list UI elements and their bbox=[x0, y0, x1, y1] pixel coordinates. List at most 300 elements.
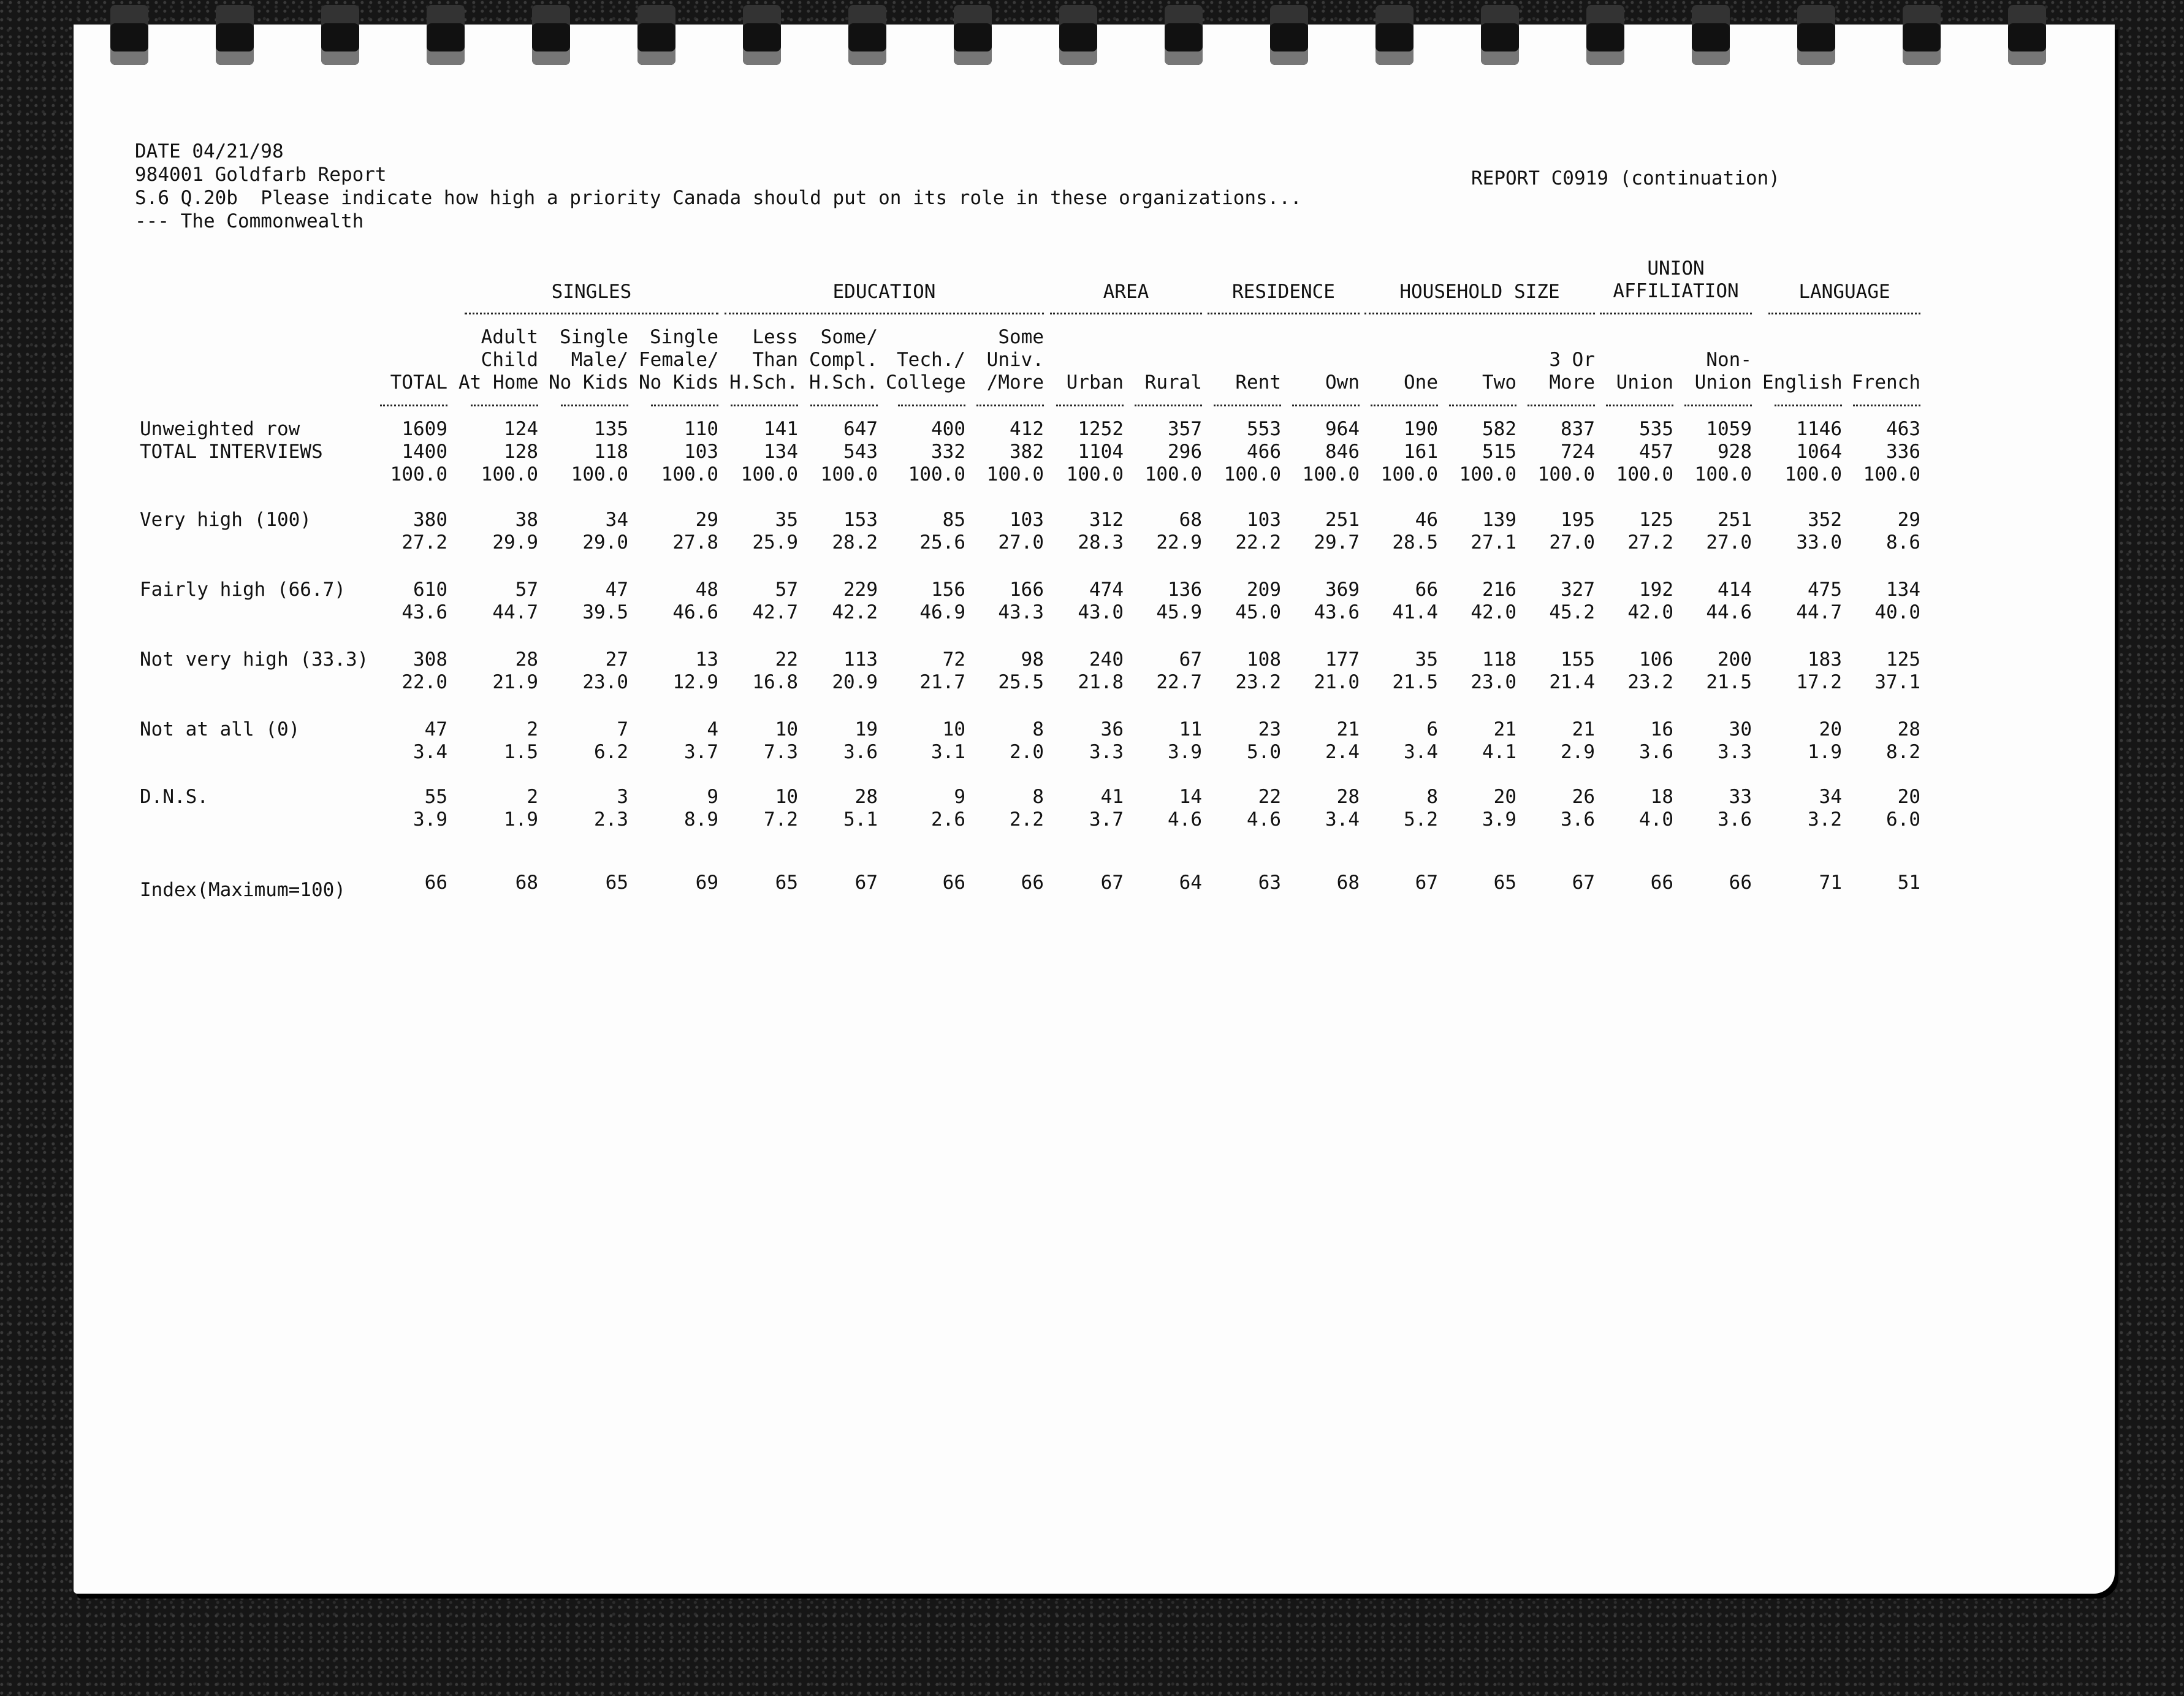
table-cell: 3.6 bbox=[843, 741, 878, 763]
table-cell: 68 bbox=[1336, 872, 1360, 894]
table-cell: 1609 bbox=[401, 418, 447, 440]
table-cell: 9 bbox=[954, 786, 965, 808]
table-cell: 29.0 bbox=[582, 531, 628, 553]
table-cell: 8.9 bbox=[684, 808, 718, 831]
row-label: Not very high (33.3) bbox=[140, 648, 369, 671]
table-cell: 5.0 bbox=[1247, 741, 1281, 763]
binder-ring bbox=[110, 5, 148, 65]
table-cell: 1.5 bbox=[504, 741, 538, 763]
table-cell: 55 bbox=[424, 786, 447, 808]
table-cell: 26 bbox=[1572, 786, 1595, 808]
table-cell: 51 bbox=[1897, 872, 1920, 894]
table-cell: 28 bbox=[1897, 718, 1920, 740]
table-cell: 2 bbox=[527, 786, 538, 808]
table-cell: 3.4 bbox=[1404, 741, 1438, 763]
column-header: Less bbox=[752, 326, 798, 348]
table-cell: 21 bbox=[1572, 718, 1595, 740]
table-cell: 21.8 bbox=[1078, 671, 1124, 693]
table-cell: 103 bbox=[684, 441, 718, 463]
table-cell: 6.2 bbox=[594, 741, 628, 763]
table-cell: 22.0 bbox=[401, 671, 447, 693]
table-cell: 380 bbox=[413, 509, 447, 531]
group-header-line: AFFILIATION bbox=[1613, 280, 1739, 302]
table-cell: 156 bbox=[931, 579, 965, 601]
spiral-binding bbox=[110, 0, 2084, 74]
column-header: Univ. bbox=[986, 349, 1044, 371]
table-cell: 1104 bbox=[1078, 441, 1124, 463]
table-cell: 110 bbox=[684, 418, 718, 440]
table-cell: 43.3 bbox=[998, 601, 1044, 623]
table-cell: 45.9 bbox=[1156, 601, 1202, 623]
table-cell: 308 bbox=[413, 648, 447, 671]
table-cell: 69 bbox=[695, 872, 718, 894]
column-header: Two bbox=[1482, 371, 1516, 394]
table-cell: 118 bbox=[594, 441, 628, 463]
table-cell: 43.6 bbox=[401, 601, 447, 623]
table-cell: 65 bbox=[605, 872, 628, 894]
table-cell: 33 bbox=[1729, 786, 1752, 808]
group-separator bbox=[1208, 313, 1360, 314]
column-header: 3 Or bbox=[1549, 349, 1595, 371]
row-label: D.N.S. bbox=[140, 786, 208, 808]
group-header: EDUCATION bbox=[832, 281, 936, 303]
table-cell: 4 bbox=[707, 718, 718, 740]
table-cell: 28.5 bbox=[1392, 531, 1438, 553]
table-cell: 29.7 bbox=[1314, 531, 1360, 553]
table-cell: 457 bbox=[1639, 441, 1673, 463]
table-cell: 27.0 bbox=[1706, 531, 1752, 553]
table-cell: 57 bbox=[775, 579, 798, 601]
table-cell: 27.8 bbox=[672, 531, 718, 553]
table-cell: 229 bbox=[843, 579, 878, 601]
group-separator bbox=[1768, 313, 1920, 314]
table-cell: 67 bbox=[1572, 872, 1595, 894]
column-separator bbox=[1449, 405, 1516, 406]
column-separator bbox=[1853, 405, 1920, 406]
table-cell: 25.5 bbox=[998, 671, 1044, 693]
table-cell: 12.9 bbox=[672, 671, 718, 693]
table-cell: 44.6 bbox=[1706, 601, 1752, 623]
table-cell: 336 bbox=[1886, 441, 1920, 463]
column-header: No Kids bbox=[549, 371, 629, 394]
table-cell: 647 bbox=[843, 418, 878, 440]
table-cell: 382 bbox=[1010, 441, 1044, 463]
table-cell: 22.7 bbox=[1156, 671, 1202, 693]
column-header: Single bbox=[560, 326, 628, 348]
table-cell: 3.3 bbox=[1718, 741, 1752, 763]
table-cell: 20 bbox=[1819, 718, 1842, 740]
column-separator bbox=[1371, 405, 1438, 406]
table-cell: 134 bbox=[1886, 579, 1920, 601]
table-cell: 312 bbox=[1089, 509, 1124, 531]
report-title: 984001 Goldfarb Report bbox=[135, 164, 387, 186]
table-cell: 100.0 bbox=[1223, 463, 1281, 485]
table-cell: 68 bbox=[515, 872, 538, 894]
table-cell: 46 bbox=[1415, 509, 1438, 531]
column-header: Male/ bbox=[571, 349, 628, 371]
table-cell: 67 bbox=[1100, 872, 1124, 894]
table-cell: 67 bbox=[1179, 648, 1202, 671]
table-cell: 100.0 bbox=[481, 463, 538, 485]
table-cell: 136 bbox=[1168, 579, 1202, 601]
table-cell: 7.2 bbox=[764, 808, 798, 831]
table-cell: 42.2 bbox=[832, 601, 878, 623]
table-cell: 41 bbox=[1100, 786, 1124, 808]
table-cell: 113 bbox=[843, 648, 878, 671]
binder-ring bbox=[1481, 5, 1519, 65]
table-cell: 5.1 bbox=[843, 808, 878, 831]
row-label: Index(Maximum=100) bbox=[140, 879, 346, 901]
table-cell: 2.9 bbox=[1561, 741, 1595, 763]
table-cell: 37.1 bbox=[1874, 671, 1920, 693]
table-cell: 106 bbox=[1639, 648, 1673, 671]
table-cell: 2 bbox=[527, 718, 538, 740]
table-cell: 57 bbox=[515, 579, 538, 601]
table-cell: 22.9 bbox=[1156, 531, 1202, 553]
column-header: Some bbox=[998, 326, 1044, 348]
table-cell: 8 bbox=[1032, 718, 1044, 740]
table-cell: 161 bbox=[1404, 441, 1438, 463]
table-cell: 66 bbox=[1415, 579, 1438, 601]
table-cell: 166 bbox=[1010, 579, 1044, 601]
column-header: One bbox=[1404, 371, 1438, 394]
table-cell: 100.0 bbox=[1863, 463, 1920, 485]
column-separator bbox=[810, 405, 878, 406]
column-header: Adult bbox=[481, 326, 538, 348]
table-cell: 553 bbox=[1247, 418, 1281, 440]
column-separator bbox=[731, 405, 798, 406]
table-cell: 64 bbox=[1179, 872, 1202, 894]
group-separator bbox=[1364, 313, 1595, 314]
column-separator bbox=[380, 405, 447, 406]
table-cell: 34 bbox=[605, 509, 628, 531]
table-cell: 2.4 bbox=[1325, 741, 1360, 763]
table-cell: 47 bbox=[605, 579, 628, 601]
binder-ring bbox=[1586, 5, 1624, 65]
table-cell: 46.6 bbox=[672, 601, 718, 623]
table-cell: 28 bbox=[515, 648, 538, 671]
table-cell: 3.1 bbox=[931, 741, 965, 763]
binder-ring bbox=[848, 5, 886, 65]
column-header: More bbox=[1549, 371, 1595, 394]
table-cell: 100.0 bbox=[820, 463, 878, 485]
table-cell: 35 bbox=[1415, 648, 1438, 671]
table-cell: 216 bbox=[1482, 579, 1516, 601]
table-cell: 21 bbox=[1336, 718, 1360, 740]
table-cell: 9 bbox=[707, 786, 718, 808]
table-cell: 66 bbox=[1650, 872, 1673, 894]
column-separator bbox=[1214, 405, 1281, 406]
table-cell: 27.2 bbox=[401, 531, 447, 553]
column-header: Single bbox=[650, 326, 718, 348]
table-cell: 190 bbox=[1404, 418, 1438, 440]
column-header: College bbox=[886, 371, 966, 394]
question-text: S.6 Q.20b Please indicate how high a priority Canada should put on its role in these organizations... bbox=[135, 187, 1302, 209]
table-cell: 13 bbox=[695, 648, 718, 671]
column-header: French bbox=[1852, 371, 1920, 394]
table-cell: 155 bbox=[1561, 648, 1595, 671]
table-cell: 100.0 bbox=[1459, 463, 1516, 485]
table-cell: 1059 bbox=[1706, 418, 1752, 440]
column-separator bbox=[1135, 405, 1202, 406]
binder-ring bbox=[743, 5, 781, 65]
table-cell: 103 bbox=[1010, 509, 1044, 531]
column-separator bbox=[1775, 405, 1842, 406]
table-cell: 4.0 bbox=[1639, 808, 1673, 831]
table-cell: 1252 bbox=[1078, 418, 1124, 440]
table-cell: 1064 bbox=[1796, 441, 1842, 463]
column-header: H.Sch. bbox=[729, 371, 798, 394]
column-header: Tech./ bbox=[897, 349, 965, 371]
row-label: Not at all (0) bbox=[140, 718, 300, 740]
table-cell: 19 bbox=[854, 718, 878, 740]
table-cell: 100.0 bbox=[1380, 463, 1438, 485]
table-cell: 582 bbox=[1482, 418, 1516, 440]
table-cell: 47 bbox=[424, 718, 447, 740]
table-cell: 10 bbox=[942, 718, 965, 740]
table-cell: 29 bbox=[695, 509, 718, 531]
table-cell: 100.0 bbox=[571, 463, 628, 485]
binder-ring bbox=[637, 5, 675, 65]
column-header: Non- bbox=[1706, 349, 1752, 371]
table-cell: 45.0 bbox=[1235, 601, 1281, 623]
table-cell: 192 bbox=[1639, 579, 1673, 601]
table-cell: 400 bbox=[931, 418, 965, 440]
table-cell: 41.4 bbox=[1392, 601, 1438, 623]
table-cell: 66 bbox=[1021, 872, 1044, 894]
group-header: HOUSEHOLD SIZE bbox=[1399, 281, 1560, 303]
table-cell: 6.0 bbox=[1886, 808, 1920, 831]
table-cell: 66 bbox=[942, 872, 965, 894]
binder-ring bbox=[1165, 5, 1203, 65]
table-cell: 16 bbox=[1650, 718, 1673, 740]
column-separator bbox=[1606, 405, 1673, 406]
column-separator bbox=[898, 405, 965, 406]
table-cell: 4.6 bbox=[1247, 808, 1281, 831]
table-cell: 332 bbox=[931, 441, 965, 463]
binder-ring bbox=[216, 5, 254, 65]
group-header: LANGUAGE bbox=[1798, 281, 1890, 303]
table-cell: 100.0 bbox=[908, 463, 965, 485]
table-cell: 251 bbox=[1325, 509, 1360, 531]
table-cell: 29.9 bbox=[492, 531, 538, 553]
table-cell: 4.1 bbox=[1482, 741, 1516, 763]
column-separator bbox=[976, 405, 1044, 406]
table-cell: 153 bbox=[843, 509, 878, 531]
table-cell: 28 bbox=[1336, 786, 1360, 808]
table-cell: 63 bbox=[1258, 872, 1281, 894]
table-cell: 195 bbox=[1561, 509, 1595, 531]
column-header: Union bbox=[1694, 371, 1752, 394]
table-cell: 21.0 bbox=[1314, 671, 1360, 693]
table-cell: 72 bbox=[942, 648, 965, 671]
table-cell: 29 bbox=[1897, 509, 1920, 531]
group-separator bbox=[1050, 313, 1202, 314]
binder-ring bbox=[1797, 5, 1835, 65]
table-cell: 23.0 bbox=[1471, 671, 1516, 693]
table-cell: 414 bbox=[1718, 579, 1752, 601]
table-cell: 3 bbox=[617, 786, 628, 808]
column-header: Union bbox=[1616, 371, 1673, 394]
table-cell: 65 bbox=[1493, 872, 1516, 894]
table-cell: 125 bbox=[1886, 648, 1920, 671]
table-cell: 475 bbox=[1808, 579, 1842, 601]
table-cell: 100.0 bbox=[661, 463, 718, 485]
table-cell: 474 bbox=[1089, 579, 1124, 601]
table-cell: 100.0 bbox=[1784, 463, 1842, 485]
column-header: No Kids bbox=[639, 371, 719, 394]
table-cell: 27.2 bbox=[1627, 531, 1673, 553]
group-separator bbox=[725, 313, 1044, 314]
table-cell: 40.0 bbox=[1874, 601, 1920, 623]
table-cell: 66 bbox=[1729, 872, 1752, 894]
table-cell: 108 bbox=[1247, 648, 1281, 671]
table-cell: 23 bbox=[1258, 718, 1281, 740]
table-cell: 535 bbox=[1639, 418, 1673, 440]
column-header: Rural bbox=[1144, 371, 1202, 394]
table-cell: 3.6 bbox=[1639, 741, 1673, 763]
table-cell: 183 bbox=[1808, 648, 1842, 671]
table-cell: 10 bbox=[775, 718, 798, 740]
table-cell: 22.2 bbox=[1235, 531, 1281, 553]
table-cell: 42.0 bbox=[1627, 601, 1673, 623]
column-separator bbox=[471, 405, 538, 406]
table-cell: 8 bbox=[1032, 786, 1044, 808]
table-cell: 6 bbox=[1426, 718, 1438, 740]
table-cell: 3.7 bbox=[1089, 808, 1124, 831]
group-separator bbox=[465, 313, 718, 314]
table-cell: 21.5 bbox=[1392, 671, 1438, 693]
table-cell: 98 bbox=[1021, 648, 1044, 671]
table-cell: 66 bbox=[424, 872, 447, 894]
row-label: TOTAL INTERVIEWS bbox=[140, 441, 323, 463]
table-cell: 135 bbox=[594, 418, 628, 440]
table-cell: 35 bbox=[775, 509, 798, 531]
table-cell: 2.0 bbox=[1010, 741, 1044, 763]
table-cell: 610 bbox=[413, 579, 447, 601]
table-cell: 3.6 bbox=[1718, 808, 1752, 831]
table-cell: 28.2 bbox=[832, 531, 878, 553]
table-cell: 46.9 bbox=[919, 601, 965, 623]
table-cell: 22 bbox=[1258, 786, 1281, 808]
table-cell: 412 bbox=[1010, 418, 1044, 440]
table-cell: 3.9 bbox=[1482, 808, 1516, 831]
binder-ring bbox=[1059, 5, 1097, 65]
table-cell: 118 bbox=[1482, 648, 1516, 671]
binder-ring bbox=[321, 5, 359, 65]
table-cell: 240 bbox=[1089, 648, 1124, 671]
table-cell: 2.6 bbox=[931, 808, 965, 831]
table-cell: 3.4 bbox=[413, 741, 447, 763]
table-cell: 296 bbox=[1168, 441, 1202, 463]
table-cell: 39.5 bbox=[582, 601, 628, 623]
column-separator bbox=[1528, 405, 1595, 406]
row-label: Very high (100) bbox=[140, 509, 311, 531]
table-cell: 7.3 bbox=[764, 741, 798, 763]
column-separator bbox=[651, 405, 718, 406]
table-cell: 30 bbox=[1729, 718, 1752, 740]
row-label: Unweighted row bbox=[140, 418, 300, 440]
table-cell: 45.2 bbox=[1549, 601, 1595, 623]
table-cell: 7 bbox=[617, 718, 628, 740]
table-cell: 543 bbox=[843, 441, 878, 463]
table-cell: 27.0 bbox=[998, 531, 1044, 553]
table-cell: 33.0 bbox=[1796, 531, 1842, 553]
column-header: English bbox=[1762, 371, 1843, 394]
table-cell: 34 bbox=[1819, 786, 1842, 808]
table-cell: 369 bbox=[1325, 579, 1360, 601]
binder-ring bbox=[954, 5, 992, 65]
table-cell: 8.6 bbox=[1886, 531, 1920, 553]
column-header: At Home bbox=[458, 371, 539, 394]
column-header: TOTAL bbox=[390, 371, 447, 394]
table-cell: 43.0 bbox=[1078, 601, 1124, 623]
column-separator bbox=[1292, 405, 1360, 406]
table-cell: 42.0 bbox=[1471, 601, 1516, 623]
table-cell: 100.0 bbox=[1066, 463, 1124, 485]
table-cell: 100.0 bbox=[986, 463, 1044, 485]
table-cell: 1.9 bbox=[1808, 741, 1842, 763]
table-cell: 3.7 bbox=[684, 741, 718, 763]
row-label: Fairly high (66.7) bbox=[140, 579, 346, 601]
group-header: AREA bbox=[1103, 281, 1149, 303]
table-cell: 10 bbox=[775, 786, 798, 808]
column-header: Compl. bbox=[809, 349, 878, 371]
column-header: H.Sch. bbox=[809, 371, 878, 394]
table-cell: 125 bbox=[1639, 509, 1673, 531]
table-cell: 837 bbox=[1561, 418, 1595, 440]
column-header: Rent bbox=[1235, 371, 1281, 394]
table-cell: 20 bbox=[1897, 786, 1920, 808]
table-cell: 17.2 bbox=[1796, 671, 1842, 693]
table-cell: 38 bbox=[515, 509, 538, 531]
table-cell: 68 bbox=[1179, 509, 1202, 531]
table-cell: 327 bbox=[1561, 579, 1595, 601]
table-cell: 3.9 bbox=[1168, 741, 1202, 763]
table-cell: 724 bbox=[1561, 441, 1595, 463]
table-cell: 67 bbox=[1415, 872, 1438, 894]
table-cell: 27 bbox=[605, 648, 628, 671]
column-separator bbox=[1056, 405, 1124, 406]
binder-ring bbox=[427, 5, 465, 65]
group-header-line: UNION bbox=[1647, 257, 1705, 279]
column-header: Own bbox=[1325, 371, 1360, 394]
report-id: REPORT C0919 (continuation) bbox=[1471, 167, 1780, 189]
table-cell: 21 bbox=[1493, 718, 1516, 740]
table-cell: 16.8 bbox=[752, 671, 798, 693]
table-cell: 3.9 bbox=[413, 808, 447, 831]
table-cell: 4.6 bbox=[1168, 808, 1202, 831]
table-cell: 928 bbox=[1718, 441, 1752, 463]
table-cell: 124 bbox=[504, 418, 538, 440]
table-cell: 463 bbox=[1886, 418, 1920, 440]
table-cell: 100.0 bbox=[1302, 463, 1360, 485]
column-separator bbox=[561, 405, 628, 406]
table-cell: 11 bbox=[1179, 718, 1202, 740]
report-date: DATE 04/21/98 bbox=[135, 140, 284, 162]
table-cell: 103 bbox=[1247, 509, 1281, 531]
binder-ring bbox=[1375, 5, 1414, 65]
table-cell: 466 bbox=[1247, 441, 1281, 463]
table-cell: 21.5 bbox=[1706, 671, 1752, 693]
question-subject: --- The Commonwealth bbox=[135, 210, 364, 232]
table-cell: 21.7 bbox=[919, 671, 965, 693]
binder-ring bbox=[1903, 5, 1941, 65]
column-header: /More bbox=[986, 371, 1044, 394]
table-cell: 21.9 bbox=[492, 671, 538, 693]
table-cell: 1400 bbox=[401, 441, 447, 463]
binder-ring bbox=[1270, 5, 1308, 65]
